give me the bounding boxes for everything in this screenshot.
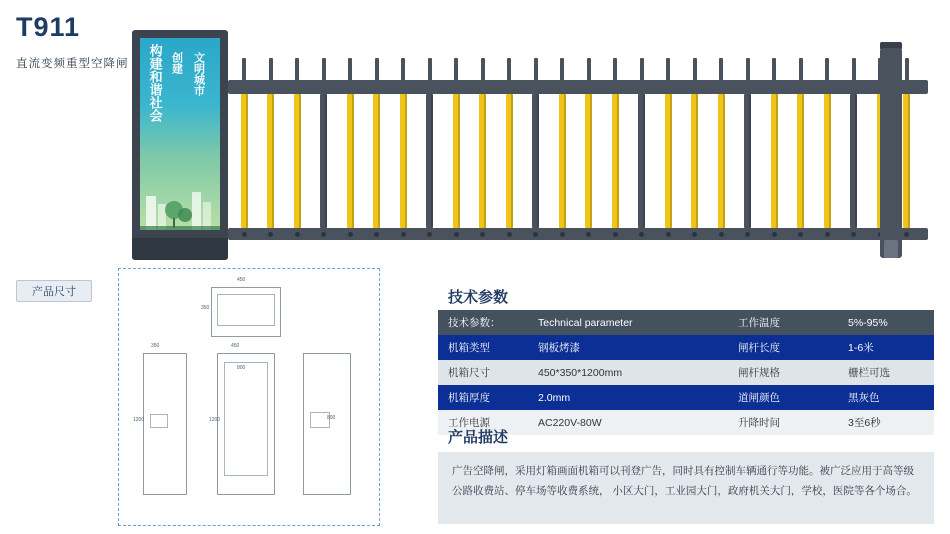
- dim-label-800-rear: 800: [327, 415, 336, 421]
- fence-bolt: [454, 232, 459, 237]
- fence-spike: [481, 58, 485, 82]
- fence-bolt: [268, 232, 273, 237]
- table-cell: 技术参数：: [438, 310, 528, 335]
- fence-spike: [401, 58, 405, 82]
- page-title: T911: [16, 12, 81, 42]
- table-cell: 工作电源: [438, 410, 528, 435]
- fence-bar: [241, 94, 248, 228]
- fence-bolt: [348, 232, 353, 237]
- fence-spike: [560, 58, 564, 82]
- fence-bolt: [613, 232, 618, 237]
- fence-bolt: [401, 232, 406, 237]
- fence-bolt: [533, 232, 538, 237]
- fence-bar: [347, 94, 354, 228]
- fence-spike: [428, 58, 432, 82]
- table-cell: 机箱厚度: [438, 385, 528, 410]
- fence-spike: [507, 58, 511, 82]
- fence-spike: [852, 58, 856, 82]
- fence-bar: [559, 94, 566, 228]
- table-cell: 闸杆规格: [728, 360, 838, 385]
- fence-spike: [905, 58, 909, 82]
- product-photo: [128, 18, 940, 268]
- drawing-front-view: [217, 353, 275, 495]
- fence-bolt: [719, 232, 724, 237]
- fence-bar: [267, 94, 274, 228]
- fence-spike: [269, 58, 273, 82]
- fence-bottom-rail: [228, 228, 928, 240]
- fence-spike: [375, 58, 379, 82]
- table-cell: 黑灰色: [838, 385, 934, 410]
- lightbox-advert-screen: [140, 38, 220, 230]
- fence-bar: [532, 94, 539, 228]
- table-row: [438, 385, 934, 410]
- tech-params-table: [438, 310, 934, 435]
- lightbox-base: [132, 238, 228, 260]
- drawing-rear-view: [303, 353, 351, 495]
- fence-bolt: [295, 232, 300, 237]
- dim-label-450-front: 450: [231, 343, 240, 349]
- barrier-fence: [228, 58, 928, 248]
- fence-spike: [242, 58, 246, 82]
- dim-label-800-front: 800: [237, 365, 246, 371]
- fence-spike: [613, 58, 617, 82]
- fence-bolt: [639, 232, 644, 237]
- fence-bolt: [745, 232, 750, 237]
- table-cell: 450*350*1200mm: [528, 360, 728, 385]
- fence-bar: [506, 94, 513, 228]
- fence-spike: [454, 58, 458, 82]
- fence-spike: [693, 58, 697, 82]
- drawing-side-view: [143, 353, 187, 495]
- fence-spike: [640, 58, 644, 82]
- fence-bar: [691, 94, 698, 228]
- table-cell: 1-6米: [838, 335, 934, 360]
- advert-text-column-1: 构建和谐社会: [147, 44, 163, 122]
- dim-label-1200-front: 1200: [209, 417, 221, 423]
- fence-spike: [348, 58, 352, 82]
- dim-label-350-top: 350: [201, 305, 210, 311]
- fence-spike: [295, 58, 299, 82]
- table-cell: 钢板烤漆: [528, 335, 728, 360]
- description-text: 广告空降闸，采用灯箱画面机箱可以刊登广告，同时具有控制车辆通行等功能。被广泛应用于高等级公路收费站、停车场等收费系统， 小区大门，工业园大门，政府机关大门，学校，医院等各个场合。: [438, 452, 934, 524]
- barrier-post: [880, 48, 902, 258]
- fence-bolt: [374, 232, 379, 237]
- tech-params-title: 技术参数: [448, 289, 509, 306]
- fence-bar: [585, 94, 592, 228]
- fence-bolt: [480, 232, 485, 237]
- fence-spike: [799, 58, 803, 82]
- fence-bar: [903, 94, 910, 228]
- fence-bar: [479, 94, 486, 228]
- table-cell: 机箱尺寸: [438, 360, 528, 385]
- fence-bolt: [242, 232, 247, 237]
- fence-bar: [850, 94, 857, 228]
- city-illustration-icon: [140, 170, 220, 230]
- fence-bolt: [851, 232, 856, 237]
- dimensions-drawing: [118, 268, 380, 526]
- fence-bolt: [904, 232, 909, 237]
- dim-label-350-side: 350: [151, 343, 160, 349]
- table-row: [438, 410, 934, 435]
- advert-text-column-3: 文明城市: [192, 52, 205, 96]
- advert-text-column-2: 创建: [170, 52, 183, 74]
- table-cell: 机箱类型: [438, 335, 528, 360]
- fence-top-rail: [228, 80, 928, 94]
- fence-bar: [744, 94, 751, 228]
- table-cell: 工作温度: [728, 310, 838, 335]
- fence-bar: [638, 94, 645, 228]
- fence-bolt: [692, 232, 697, 237]
- table-cell: AC220V-80W: [528, 410, 728, 435]
- fence-bolt: [427, 232, 432, 237]
- fence-bar: [612, 94, 619, 228]
- fence-bar: [665, 94, 672, 228]
- fence-bolt: [798, 232, 803, 237]
- table-cell: 升降时间: [728, 410, 838, 435]
- table-cell: Technical parameter: [528, 310, 728, 335]
- fence-bar: [320, 94, 327, 228]
- fence-spike: [746, 58, 750, 82]
- fence-spike: [825, 58, 829, 82]
- fence-spike: [666, 58, 670, 82]
- fence-bolt: [507, 232, 512, 237]
- table-cell: 3至6秒: [838, 410, 934, 435]
- table-cell: 道闸颜色: [728, 385, 838, 410]
- fence-bar: [400, 94, 407, 228]
- fence-bar: [797, 94, 804, 228]
- fence-bolt: [586, 232, 591, 237]
- fence-bar: [373, 94, 380, 228]
- fence-bar: [453, 94, 460, 228]
- fence-bar: [718, 94, 725, 228]
- description-title: 产品描述: [448, 429, 509, 446]
- fence-spike: [322, 58, 326, 82]
- fence-bar: [824, 94, 831, 228]
- fence-bar: [426, 94, 433, 228]
- fence-bar: [294, 94, 301, 228]
- table-cell: 栅栏可选: [838, 360, 934, 385]
- table-cell: 5%-95%: [838, 310, 934, 335]
- barrier-post-foot: [884, 240, 898, 258]
- drawing-top-view: [211, 287, 281, 337]
- table-row: [438, 360, 934, 385]
- table-cell: 2.0mm: [528, 385, 728, 410]
- fence-bolt: [825, 232, 830, 237]
- dim-label-1200-side: 1200: [133, 417, 145, 423]
- fence-spike: [772, 58, 776, 82]
- lightbox-cabinet: [132, 30, 228, 260]
- table-cell: 闸杆长度: [728, 335, 838, 360]
- fence-spike: [587, 58, 591, 82]
- dim-label-450-top: 450: [237, 277, 246, 283]
- fence-spike: [534, 58, 538, 82]
- table-row: [438, 310, 934, 335]
- fence-bolt: [560, 232, 565, 237]
- fence-bolt: [321, 232, 326, 237]
- fence-bar: [771, 94, 778, 228]
- fence-spike: [719, 58, 723, 82]
- dimensions-tag: 产品尺寸: [16, 280, 92, 302]
- fence-bolt: [666, 232, 671, 237]
- fence-bolt: [772, 232, 777, 237]
- table-row: [438, 335, 934, 360]
- page-subtitle: 直流变频重型空降闸: [16, 58, 129, 70]
